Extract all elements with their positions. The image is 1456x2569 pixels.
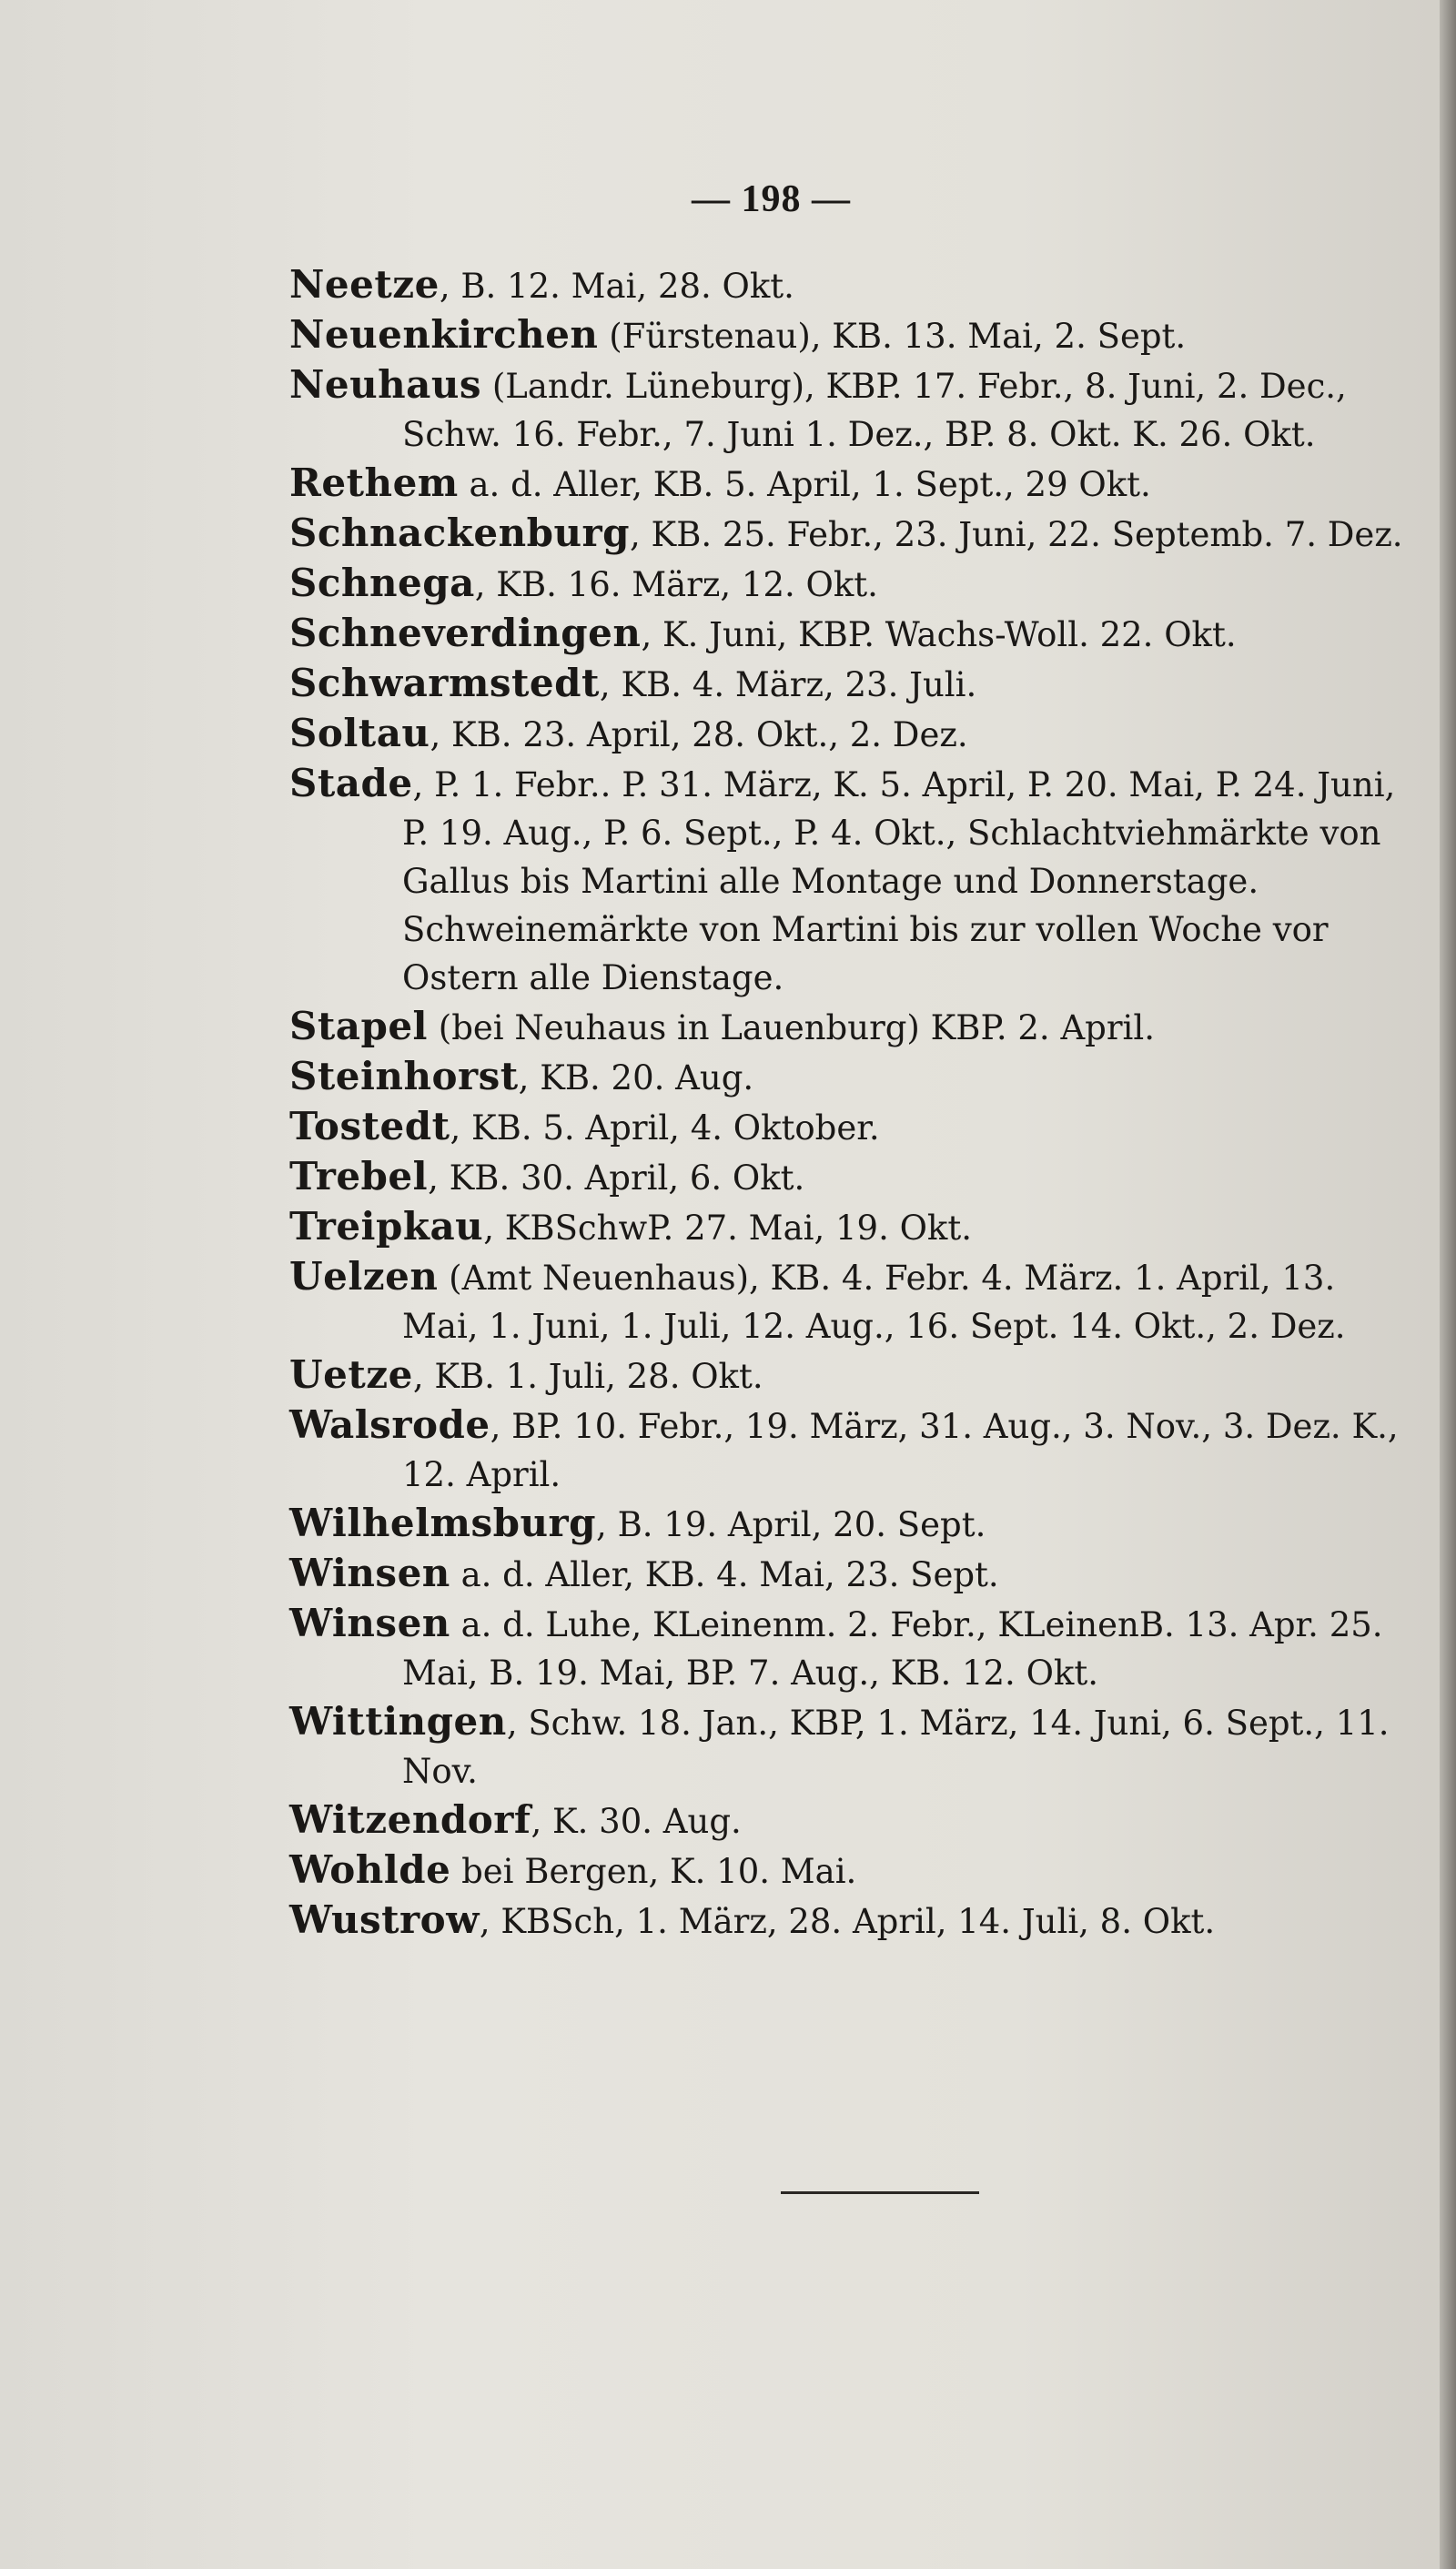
market-dates: (Amt Neuenhaus), KB. 4. Febr. 4. März. 1. April, 13. Mai, 1. Juni, 1. Juli, 12. Aug., 16. Sept. 14. Okt., 2. Dez. bbox=[402, 1259, 1346, 1346]
market-dates: bei Bergen, K. 10. Mai. bbox=[450, 1852, 857, 1891]
place-name: Wilhelmsburg bbox=[289, 1501, 597, 1545]
market-dates: , KBSchwP. 27. Mai, 19. Okt. bbox=[483, 1209, 972, 1248]
list-item bbox=[289, 559, 1418, 609]
page-number: — 198 — bbox=[692, 178, 851, 220]
place-name: Wohlde bbox=[289, 1847, 451, 1892]
list-item bbox=[289, 310, 1418, 360]
market-dates: , KB. 1. Juli, 28. Okt. bbox=[412, 1357, 763, 1396]
market-dates: , KB. 25. Febr., 23. Juni, 22. Septemb. 7. Dez. bbox=[630, 515, 1403, 554]
list-item bbox=[289, 709, 1418, 759]
place-name: Trebel bbox=[289, 1154, 429, 1199]
market-dates: , KB. 20. Aug. bbox=[518, 1058, 754, 1097]
list-item bbox=[289, 1152, 1418, 1202]
market-dates: , KB. 16. März, 12. Okt. bbox=[474, 565, 878, 604]
place-name: Winsen bbox=[289, 1551, 450, 1595]
place-name: Stapel bbox=[289, 1004, 428, 1048]
place-name: Neuhaus bbox=[289, 362, 482, 407]
list-item bbox=[289, 1499, 1418, 1549]
list-item bbox=[289, 1052, 1418, 1102]
market-dates: , KBSch, 1. März, 28. April, 14. Juli, 8. Okt. bbox=[479, 1902, 1216, 1941]
market-dates: a. d. Aller, KB. 4. Mai, 23. Sept. bbox=[450, 1555, 999, 1594]
list-item bbox=[289, 1549, 1418, 1599]
market-dates: , P. 1. Febr.. P. 31. März, K. 5. April, P. 20. Mai, P. 24. Juni, P. 19. Aug., P. 6. Sept., P. 4. Okt., Schlachtviehmärkte von Gallus bis Martini alle Montage und Donnerstage. Schweinemärkte von Martini bis zur vollen Woche vor Ostern alle Dienstage. bbox=[402, 765, 1396, 997]
place-name: Steinhorst bbox=[289, 1054, 519, 1098]
list-item bbox=[289, 1599, 1418, 1697]
place-name: Uelzen bbox=[289, 1254, 439, 1299]
list-item bbox=[289, 1795, 1418, 1846]
place-name: Wittingen bbox=[289, 1699, 507, 1744]
list-item bbox=[289, 459, 1418, 509]
place-name: Treipkau bbox=[289, 1204, 484, 1249]
market-entry-list bbox=[289, 260, 1418, 1946]
list-item bbox=[289, 1896, 1418, 1946]
list-item bbox=[289, 609, 1418, 659]
market-dates: , KB. 5. April, 4. Oktober. bbox=[450, 1108, 880, 1148]
list-item bbox=[289, 509, 1418, 559]
list-item bbox=[289, 759, 1418, 1002]
place-name: Neuenkirchen bbox=[289, 312, 599, 357]
list-item bbox=[289, 1002, 1418, 1052]
market-dates: , K. 30. Aug. bbox=[531, 1802, 742, 1841]
market-dates: , KB. 23. April, 28. Okt., 2. Dez. bbox=[430, 715, 968, 754]
list-item bbox=[289, 1102, 1418, 1152]
list-item bbox=[289, 1846, 1418, 1896]
place-name: Tostedt bbox=[289, 1104, 450, 1148]
list-item bbox=[289, 1202, 1418, 1252]
market-dates: (Fürstenau), KB. 13. Mai, 2. Sept. bbox=[598, 317, 1187, 356]
list-item bbox=[289, 1350, 1418, 1401]
place-name: Stade bbox=[289, 761, 413, 805]
market-dates: (bei Neuhaus in Lauenburg) KBP. 2. April. bbox=[428, 1008, 1155, 1047]
place-name: Soltau bbox=[289, 711, 430, 755]
market-dates: a. d. Luhe, KLeinenm. 2. Febr., KLeinenB. 13. Apr. 25. Mai, B. 19. Mai, BP. 7. Aug., KB. 12. Okt. bbox=[402, 1605, 1383, 1693]
list-item bbox=[289, 360, 1418, 459]
place-name: Walsrode bbox=[289, 1402, 490, 1447]
place-name: Neetze bbox=[289, 262, 440, 307]
market-dates: (Landr. Lüneburg), KBP. 17. Febr., 8. Juni, 2. Dec., Schw. 16. Febr., 7. Juni 1. Dez., BP. 8. Okt. K. 26. Okt. bbox=[402, 367, 1347, 454]
list-item bbox=[289, 1697, 1418, 1795]
market-dates: , K. Juni, KBP. Wachs-Woll. 22. Okt. bbox=[641, 615, 1237, 654]
place-name: Schneverdingen bbox=[289, 611, 642, 655]
place-name: Witzendorf bbox=[289, 1797, 531, 1842]
list-item bbox=[289, 1252, 1418, 1350]
place-name: Wustrow bbox=[289, 1897, 480, 1942]
market-dates: , BP. 10. Febr., 19. März, 31. Aug., 3. Nov., 3. Dez. K., 12. April. bbox=[402, 1407, 1399, 1494]
list-item bbox=[289, 260, 1418, 310]
place-name: Schwarmstedt bbox=[289, 661, 600, 705]
market-dates: , B. 19. April, 20. Sept. bbox=[596, 1505, 986, 1544]
place-name: Rethem bbox=[289, 460, 459, 505]
market-dates: , B. 12. Mai, 28. Okt. bbox=[439, 267, 794, 306]
place-name: Winsen bbox=[289, 1601, 450, 1645]
place-name: Schnackenburg bbox=[289, 511, 631, 555]
list-item bbox=[289, 659, 1418, 709]
place-name: Schnega bbox=[289, 561, 475, 605]
market-dates: a. d. Aller, KB. 5. April, 1. Sept., 29 Okt. bbox=[458, 465, 1151, 504]
market-dates: , KB. 4. März, 23. Juli. bbox=[599, 665, 977, 704]
section-divider bbox=[781, 2191, 979, 2194]
market-dates: , KB. 30. April, 6. Okt. bbox=[428, 1158, 805, 1198]
list-item bbox=[289, 1401, 1418, 1499]
market-dates: , Schw. 18. Jan., KBP, 1. März, 14. Juni, 6. Sept., 11. Nov. bbox=[402, 1704, 1390, 1791]
place-name: Uetze bbox=[289, 1352, 413, 1397]
